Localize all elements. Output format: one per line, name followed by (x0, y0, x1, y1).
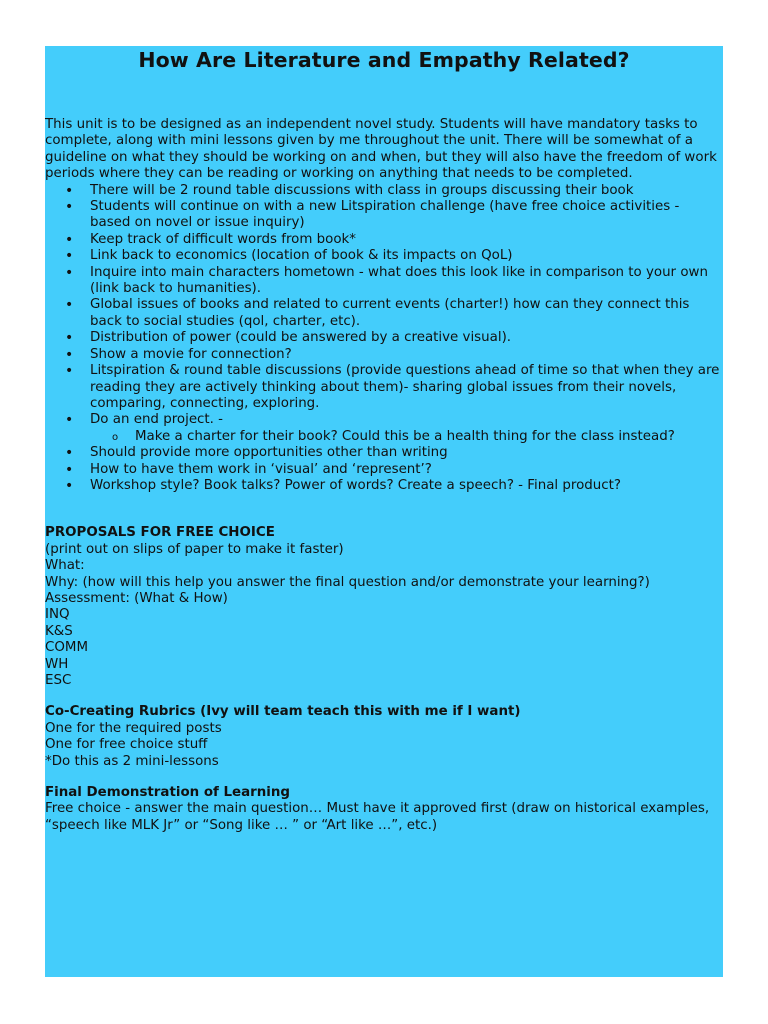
rubrics-section (45, 704, 723, 770)
intro-paragraph: This unit is to be designed as an independent novel study. Students will have mandatory tasks to complete, along with mini lessons given by me throughout the unit. There will be somewhat of a guideline on what they should be working on and when, but they will also have the freedom of work periods where they can be reading or working on anything that needs to be completed. (45, 117, 717, 182)
list-item: • There will be 2 round table discussions with class in groups discussing their book (45, 183, 723, 199)
text-line: COMM (45, 640, 88, 656)
text-line: Why: (how will this help you answer the final question and/or demonstrate your learning?) (45, 574, 650, 590)
list-item: • Link back to economics (location of book & its impacts on QoL) (45, 248, 723, 264)
text-line: One for free choice stuff (45, 737, 208, 753)
text-line: What: (45, 558, 85, 574)
list-item: • Workshop style? Book talks? Power of words? Create a speech? - Final product? (45, 478, 723, 494)
text-line: WH (45, 656, 69, 672)
bullet-list-planning (45, 183, 723, 363)
final-demonstration-section (45, 785, 723, 834)
list-item: • Students will continue on with a new Litspiration challenge (have free choice activities - based on novel or issue inquiry) (45, 199, 723, 232)
text-line: ESC (45, 673, 72, 688)
document-title: How Are Literature and Empathy Related? (138, 48, 630, 72)
list-item: • Inquire into main characters hometown - what does this look like in comparison to your own (link back to humanities). (45, 265, 723, 298)
text-line: K&S (45, 623, 73, 639)
list-item (45, 412, 723, 445)
list-item: • How to have them work in ‘visual’ and ‘represent’? (45, 462, 723, 478)
text-line: INQ (45, 607, 70, 623)
text-line: *Do this as 2 mini-lessons (45, 753, 219, 769)
document-page (45, 46, 723, 977)
list-item: • Show a movie for connection? (45, 347, 723, 363)
text-line: (print out on slips of paper to make it faster) (45, 541, 344, 557)
list-item: • Global issues of books and related to current events (charter!) how can they connect this back to social studies (qol, charter, etc). (45, 297, 723, 330)
list-item: • Keep track of difficult words from book* (45, 232, 723, 248)
list-item: • Should provide more opportunities other than writing (45, 445, 723, 461)
list-item-label: Do an end project. - (90, 412, 224, 428)
rubrics-heading: Co-Creating Rubrics (Ivy will team teach this with me if I want) (45, 704, 521, 720)
text-line: Free choice - answer the main question… Must have it approved first (draw on historical examples, “speech like MLK Jr” or “Song like … ” or “Art like …”, etc.) (45, 801, 710, 833)
proposals-section (45, 525, 723, 689)
final-demonstration-heading: Final Demonstration of Learning (45, 785, 291, 801)
sub-list-item: o Make a charter for their book? Could this be a health thing for the class instead? (90, 429, 723, 445)
list-item: • Distribution of power (could be answered by a creative visual). (45, 330, 723, 346)
text-line: One for the required posts (45, 720, 222, 736)
sub-list (90, 429, 723, 445)
proposals-heading: PROPOSALS FOR FREE CHOICE (45, 525, 275, 541)
list-item: • Litspiration & round table discussions (provide questions ahead of time so that when they are reading they are actively thinking about them)- sharing global issues from their novels, comparing, connecting, exploring. (45, 363, 723, 412)
bullet-list-discussions (45, 363, 723, 445)
bullet-list-ideas (45, 445, 723, 494)
text-line: Assessment: (What & How) (45, 590, 228, 606)
